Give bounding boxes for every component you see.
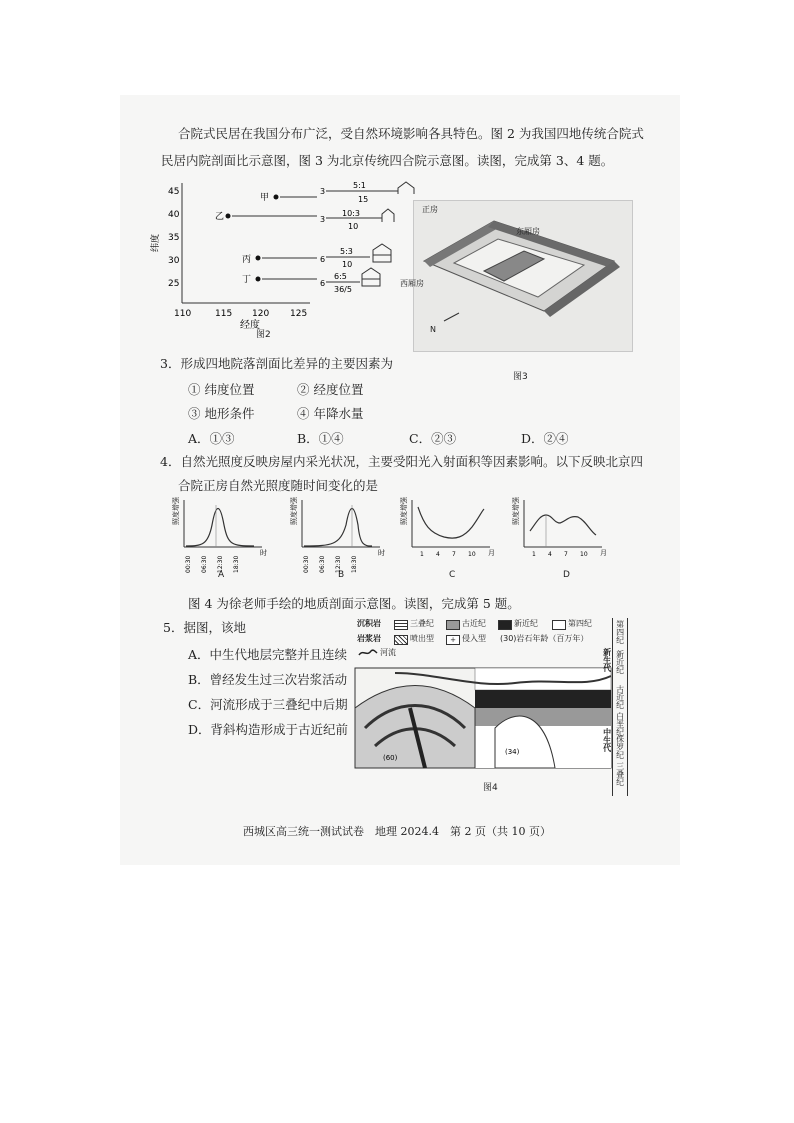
q3-option-b[interactable]: B．①④ [297,431,344,446]
left-num: 3 [320,215,326,224]
fig4-intro: 图 4 为徐老师手绘的地质剖面示意图。读图，完成第 5 题。 [188,596,520,611]
x-tick: 110 [174,309,192,319]
q4-chart-d[interactable] [512,495,622,580]
svg-text:月: 月 [600,549,607,557]
site-point [256,256,261,261]
left-num: 6 [320,255,326,264]
svg-text:时: 时 [260,549,267,557]
layer-quaternary [475,668,611,690]
left-num: 3 [320,187,326,196]
width: 15 [358,195,369,204]
page-footer: 西城区高三统一测试试卷 地理 2024.4 第 2 页（共 10 页） [243,825,551,838]
intro-line2: 民居内院剖面比示意图，图 3 为北京传统四合院示意图。读图，完成第 3、4 题。 [161,153,614,168]
svg-text:4: 4 [436,551,440,558]
svg-text:18:30: 18:30 [233,555,240,573]
svg-text:4: 4 [548,551,552,558]
svg-text:10: 10 [580,551,588,558]
figure-4-cross-section [355,668,611,768]
y-tick: 30 [168,256,180,266]
y-tick: 25 [168,279,180,289]
q3-item: ④ 年降水量 [297,406,364,421]
label-east-wing: 东厢房 [516,227,540,236]
legend-swatch-triassic [394,620,408,630]
q4-chart-a-letter: A [218,570,225,580]
svg-text:1: 1 [532,551,536,558]
x-tick: 115 [215,309,233,319]
ratio: 5:1 [353,181,366,190]
figure-4-caption: 图4 [483,783,498,793]
ratio: 6:5 [334,272,347,281]
width: 10 [342,260,353,269]
legend-swatch-extrusive [394,635,408,645]
house-icon [373,244,391,262]
width: 10 [348,222,359,231]
north-arrow: N [430,325,436,334]
label-west-wing: 西厢房 [400,279,424,288]
svg-text:(60): (60) [383,754,398,762]
y-tick: 35 [168,233,180,243]
q3-option-a[interactable]: A．①③ [188,431,235,446]
site-name: 丙 [242,255,252,265]
q4-stem-line2: 合院正房自然光照度随时间变化的是 [178,478,379,493]
ratio: 10:3 [342,209,360,218]
chart-ylabel: 照度增强 [400,497,408,525]
svg-text:00:30: 00:30 [303,555,310,573]
curve [304,509,372,547]
courtyard-drawing [414,201,632,351]
svg-text:月: 月 [488,549,495,557]
svg-text:时: 时 [378,549,385,557]
chart-ylabel: 照度增强 [512,497,520,525]
curve [186,509,254,547]
q4-chart-d-letter: D [563,570,570,580]
chart-ylabel: 照度增强 [290,497,298,525]
x-tick: 125 [290,309,308,319]
left-num: 6 [320,279,326,288]
legend-swatch-quaternary [552,620,566,630]
q4-chart-a[interactable] [172,495,282,580]
house-icon [362,268,380,286]
q4-chart-c[interactable] [400,495,510,580]
svg-text:1: 1 [420,551,424,558]
y-axis-label: 纬度 [151,233,161,252]
river-symbol-icon [358,648,378,658]
legend-swatch-intrusive: + [446,635,460,645]
q4-stem-line1: 4．自然光照度反映房屋内采光状况，主要受阳光入射面积等因素影响。以下反映北京四 [160,454,643,469]
svg-text:10: 10 [468,551,476,558]
legend-swatch-paleogene [446,620,460,630]
svg-text:06:30: 06:30 [319,555,326,573]
q4-chart-b-letter: B [338,570,345,580]
label-main-house: 正房 [422,205,438,214]
legend-magmatic: 岩浆岩 [357,634,381,643]
exam-page: 合院式民居在我国分布广泛，受自然环境影响各具特色。图 2 为我国四地传统合院式 民居内院剖面比示意图，图 3 为北京传统四合院示意图。读图，完成第 3、4 题。 45 40 35 30 25 110 115 120 125 纬度 经度 甲 3 5:1 15 乙 3 10:3 10 丙 6 5:3 10 丁 6 6:5 36/5 图2 正房 东厢房 西厢房 N 图3 3．形成四地院落剖面比差异的主要因素为 ① 纬度位置 ② 经度位置 ③ 地形条件 ④ 年降水量 A．①③ B．①④ C．②③ D．②④ 4．自然光照度反映房屋内采光状况，主要受阳光入射面积等因素影响。以下反映北京四 合院正房自然光照度随时间变化的是 照度增强 00:30 06:30 12:30 18:30 时 A 照度增强 00:30 06:30 12:30 18:30 时 B 照度增强 1 4 7 10 月 C 照度增强 1 4 7 10 月 D 图 4 为徐老师手绘的地质剖面示意图。读图，完成第 5 题。 5．据图，该地 A．中生代地层完整并且连续 B．曾经发生过三次岩浆活动 C．河流形成于三叠纪中后期 D．背斜构造形成于古近纪前 沉积岩 岩浆岩 三叠纪 古近纪 新近纪 第四纪 喷出型 + 侵入型 (30)岩石年龄（百万年） 河流 (60) (34) 第四纪 新生代 新近纪 古近纪 白垩纪 中生代 侏罗纪 三叠纪 图4 西城区高三统一测试试卷 地理 2024.4 第 2 页（共 10 页） [0,0,794,1123]
intro-line1: 合院式民居在我国分布广泛，受自然环境影响各具特色。图 2 为我国四地传统合院式 [178,126,644,141]
site-name: 乙 [215,212,225,222]
svg-text:12:30: 12:30 [335,555,342,573]
svg-text:06:30: 06:30 [201,555,208,573]
q5-option-d[interactable]: D．背斜构造形成于古近纪前 [188,722,349,737]
q3-item: ② 经度位置 [297,382,364,397]
q5-option-c[interactable]: C．河流形成于三叠纪中后期 [188,697,348,712]
svg-text:7: 7 [564,551,568,558]
figure-3 [400,200,633,352]
layer-paleogene [475,708,611,726]
q5-option-a[interactable]: A．中生代地层完整并且连续 [188,647,348,662]
legend-sedimentary: 沉积岩 [357,619,381,628]
q3-stem: 3．形成四地院落剖面比差异的主要因素为 [160,356,393,371]
curve [530,515,596,535]
site-point [256,277,261,282]
figure-2-caption: 图2 [256,330,271,340]
q3-option-d[interactable]: D．②④ [521,431,569,446]
y-tick: 45 [168,187,180,197]
svg-text:(34): (34) [505,748,520,756]
svg-text:00:30: 00:30 [185,555,192,573]
svg-text:7: 7 [452,551,456,558]
q4-chart-b[interactable] [290,495,400,580]
q3-option-c[interactable]: C．②③ [409,431,457,446]
width: 36/5 [334,285,352,294]
y-tick: 40 [168,210,180,220]
curve [418,507,484,538]
figure-2 [151,178,410,338]
ratio: 5:3 [340,247,353,256]
q5-option-b[interactable]: B．曾经发生过三次岩浆活动 [188,672,348,687]
figure-3-caption: 图3 [513,372,528,382]
chart-ylabel: 照度增强 [172,497,180,525]
house-icon [382,209,394,222]
site-point [274,195,279,200]
legend-swatch-neogene [498,620,512,630]
site-name: 丁 [242,275,252,285]
layer-neogene [475,690,611,708]
svg-text:12:30: 12:30 [217,555,224,573]
q4-chart-c-letter: C [449,570,456,580]
site-name: 甲 [260,193,270,203]
q3-item: ③ 地形条件 [188,406,255,421]
x-tick: 120 [252,309,270,319]
q5-stem: 5．据图，该地 [163,620,246,635]
q3-item: ① 纬度位置 [188,382,255,397]
x-axis-label: 经度 [240,320,260,331]
svg-text:18:30: 18:30 [351,555,358,573]
site-point [226,214,231,219]
